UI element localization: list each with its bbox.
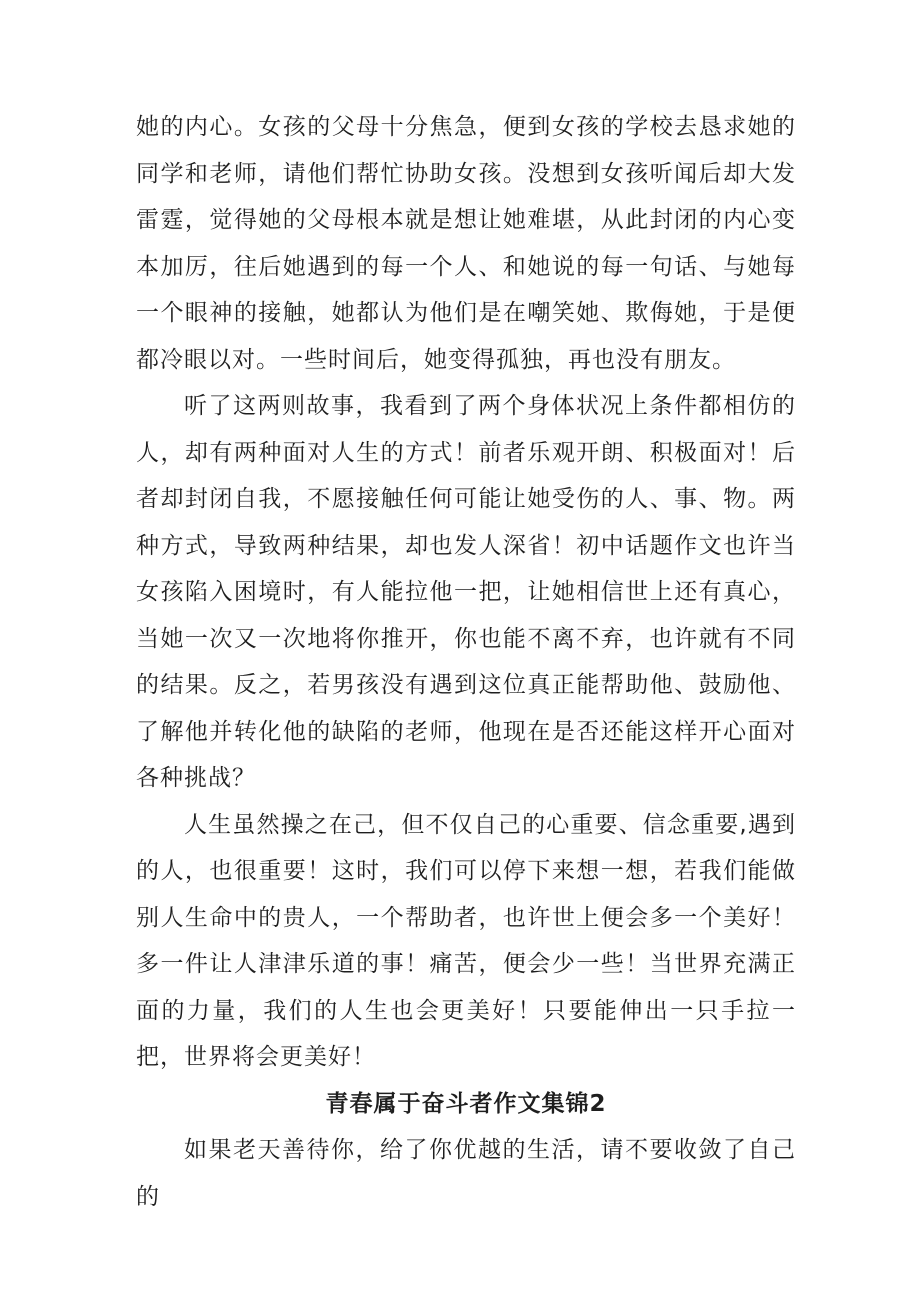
paragraph-2: 听了这两则故事，我看到了两个身体状况上条件都相仿的人，却有两种面对人生的方式！前者乐观开朗、积极面对！后者却封闭自我，不愿接触任何可能让她受伤的人、事、物。两种方式，导致两种结果，却也发人深省！初中话题作文也许当女孩陷入困境时，有人能拉他一把，让她相信世上还有真心，当她一次又一次地将你推开，你也能不离不弃，也许就有不同的结果。反之，若男孩没有遇到这位真正能帮助他、鼓励他、了解他并转化他的缺陷的老师，他现在是否还能这样开心面对各种挑战？	[136, 393, 796, 791]
paragraph-1: 她的内心。女孩的父母十分焦急，便到女孩的学校去恳求她的同学和老师，请他们帮忙协助女孩。没想到女孩听闻后却大发雷霆，觉得她的父母根本就是想让她难堪，从此封闭的内心变本加厉，往后她遇到的每一个人、和她说的每一句话、与她每一个眼神的接触，她都认为他们是在嘲笑她、欺侮她，于是便都冷眼以对。一些时间后，她变得孤独，再也没有朋友。	[136, 114, 796, 373]
section-heading: 青春属于奋斗者作文集锦2	[325, 1090, 607, 1117]
closing-paragraph: 如果老天善待你，给了你优越的生活，请不要收敛了自己的	[136, 1137, 796, 1210]
paragraph-3: 人生虽然操之在己，但不仅自己的心重要、信念重要,遇到的人，也很重要！这时，我们可以停下来想一想，若我们能做别人生命中的贵人，一个帮助者，也许世上便会多一个美好！多一件让人津津乐道的事！痛苦，便会少一些！当世界充满正面的力量，我们的人生也会更美好！只要能伸出一只手拉一把，世界将会更美好！	[136, 811, 796, 1070]
document-body	[136, 104, 796, 1220]
